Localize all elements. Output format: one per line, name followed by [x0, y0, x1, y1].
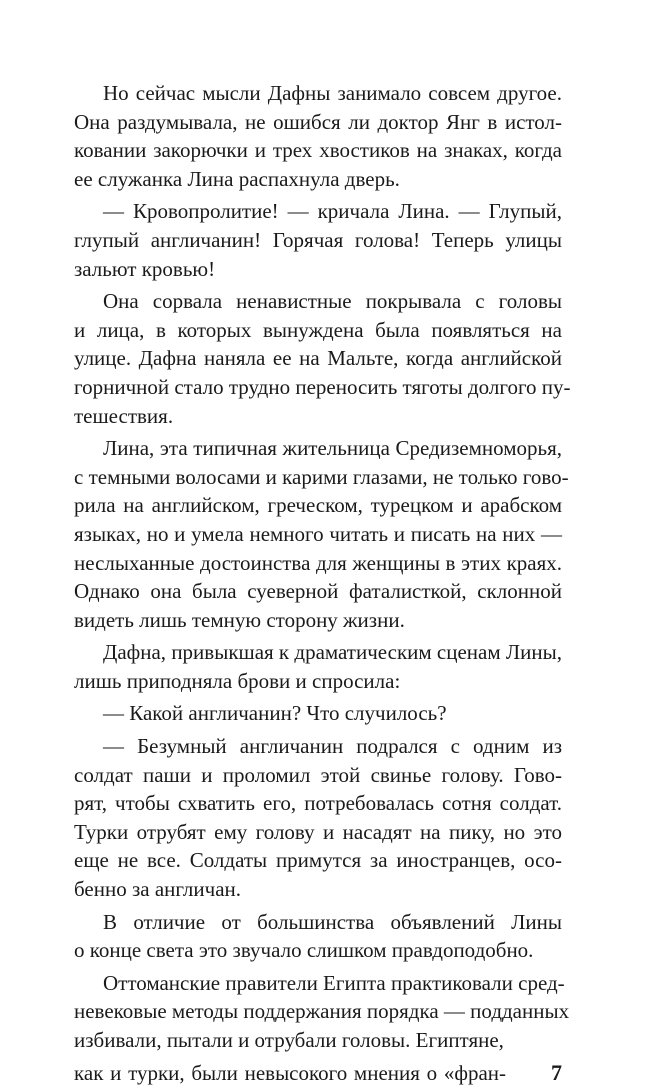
text-line: глупый англичанин! Горячая голова! Теперь улицы	[74, 227, 562, 252]
text-line: и лица, в которых вынуждена была появляться на	[74, 317, 562, 342]
text-line: Однако она была суеверной фаталисткой, склонной	[74, 579, 562, 604]
text-line: бенно за англичан.	[74, 877, 242, 902]
text-line: рят, чтобы схватить его, потребовалась сотня солдат.	[74, 791, 562, 816]
text-line: еще не все. Солдаты примутся за иностранцев, осо-	[74, 848, 562, 873]
text-line: Она раздумывала, не ошибся ли доктор Янг в истол-	[74, 109, 562, 134]
text-line: ее служанка Лина распахнула дверь.	[74, 166, 400, 191]
page-number: 7	[551, 1059, 562, 1085]
text-line: Оттоманские правители Египта практиковали сред-	[103, 970, 565, 995]
paragraph	[74, 699, 562, 728]
text-line: — Кровопролитие! — кричала Лина. — Глупый,	[103, 199, 562, 224]
text-line: Но сейчас мысли Дафны занимало совсем другое.	[103, 81, 562, 105]
text-line: — Безумный англичанин подрался с одним из	[103, 734, 562, 759]
text-line: невековые методы поддержания порядка — подданных	[74, 999, 570, 1024]
paragraph	[74, 732, 562, 904]
text-line: тешествия.	[74, 403, 174, 428]
text-line: Турки отрубят ему голову и насадят на пику, но это	[74, 819, 562, 844]
paragraph	[74, 638, 562, 695]
paragraph	[74, 197, 562, 283]
paragraph	[74, 287, 571, 430]
paragraph	[74, 908, 562, 965]
text-line: — Какой англичанин? Что случилось?	[103, 701, 447, 726]
paragraph	[74, 79, 562, 193]
paragraph	[74, 434, 569, 634]
text-line: рила на английском, греческом, турецком и арабском	[74, 493, 562, 518]
text-line: Дафна, привыкшая к драматическим сценам Лины,	[103, 640, 562, 665]
footer-row	[74, 1059, 562, 1087]
text-line: улице. Дафна наняла ее на Мальте, когда английской	[74, 346, 562, 371]
text-line: избивали, пытали и отрубали головы. Египтяне,	[74, 1028, 504, 1052]
paragraph	[74, 969, 570, 1055]
text-line: о конце света это звучало слишком правдоподобно.	[74, 938, 534, 963]
text-line: горничной стало трудно переносить тяготы долгого пу-	[74, 374, 571, 399]
text-line: с темными волосами и карими глазами, не только гово-	[74, 464, 569, 489]
text-line: ковании закорючки и трех хвостиков на знаках, когда	[74, 138, 562, 163]
text-line: Лина, эта типичная жительница Средиземноморья,	[103, 436, 562, 461]
text-line: языках, но и умела немного читать и писать на них —	[74, 521, 562, 546]
text-line: Она сорвала ненавистные покрывала с головы	[103, 289, 562, 314]
text-line: лишь приподняла брови и спросила:	[74, 668, 401, 693]
text-line: солдат паши и проломил этой свинье голову. Гово-	[74, 762, 562, 787]
text-line: неслыханные достоинства для женщины в этих краях.	[74, 550, 562, 575]
text-line: видеть лишь темную сторону жизни.	[74, 607, 405, 632]
text-line: зальют кровью!	[74, 256, 216, 281]
page-text	[74, 79, 571, 1087]
footer-text-line: как и турки, были невысокого мнения о «фран-	[74, 1060, 506, 1085]
text-line: В отличие от большинства объявлений Лины	[103, 909, 562, 934]
text-body	[74, 79, 571, 1055]
